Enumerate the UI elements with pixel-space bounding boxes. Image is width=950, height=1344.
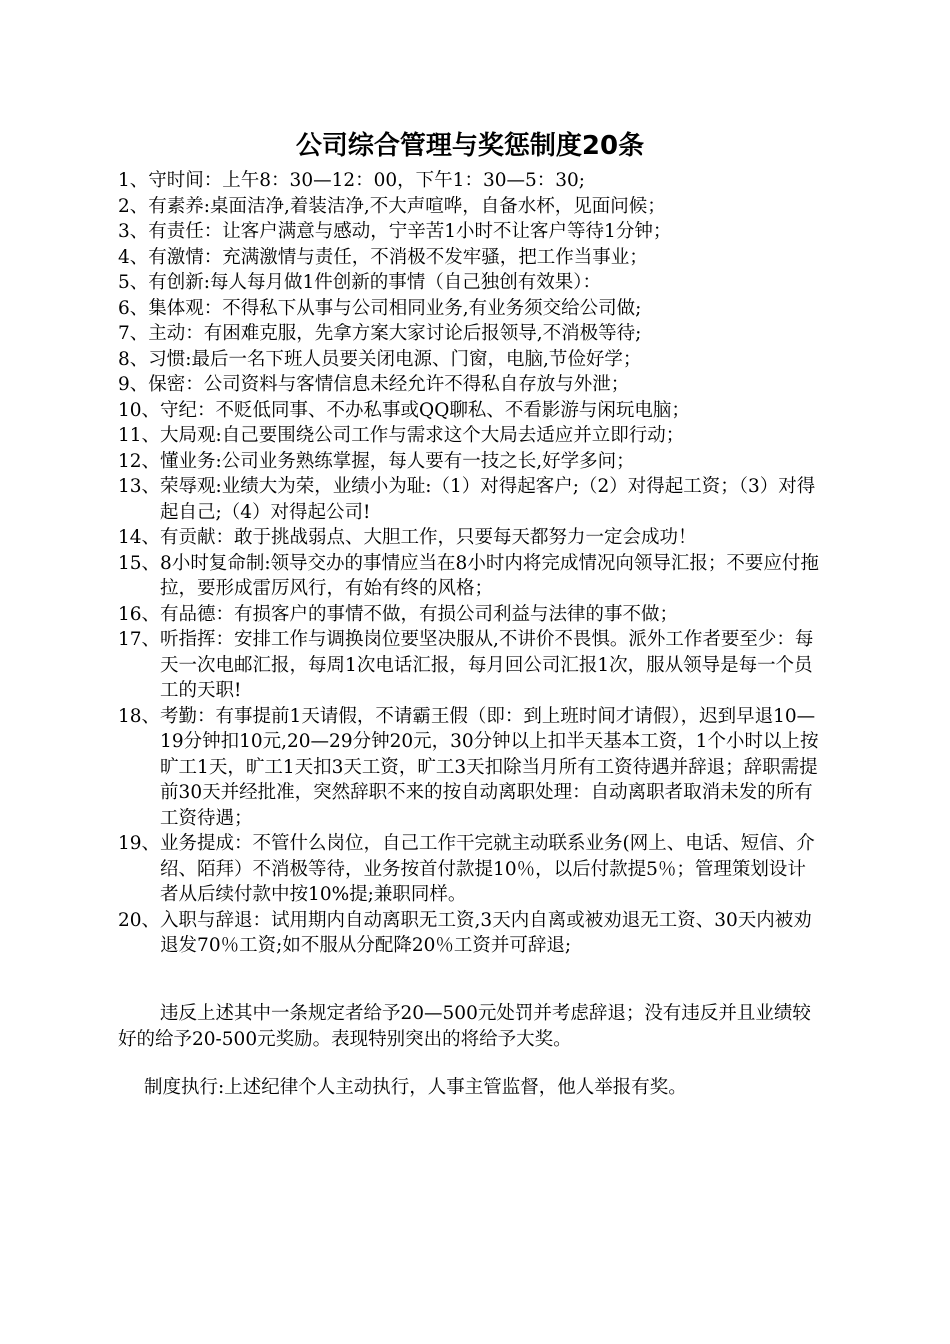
- rule-text: 有贡献：敢于挑战弱点、大胆工作，只要每天都努力一定会成功！: [160, 527, 697, 548]
- rule-item: [118, 398, 822, 424]
- rule-number: 10、: [118, 399, 161, 421]
- rule-text: 守时间：上午8：30—12：00，下午1：30—5：30;: [148, 170, 586, 191]
- rule-number: 16、: [118, 603, 161, 625]
- rule-number: 18、: [118, 705, 161, 727]
- rule-text: 有激情：充满激情与责任，不消极不发牢骚，把工作当事业；: [148, 246, 648, 268]
- rule-number: 9、: [118, 374, 149, 395]
- rule-item: [118, 245, 822, 271]
- rule-item: [118, 296, 822, 322]
- penalty-paragraph: 违反上述其中一条规定者给予20—500元处罚并考虑辞退；没有违反并且业绩较好的给予20-500元奖励。表现特别突出的将给予大奖。: [118, 1002, 811, 1050]
- rule-text: 听指挥：安排工作与调换岗位要坚决服从,不讲价不畏惧。派外工作者要至少：每天一次电邮汇报，每周1次电话汇报，每月回公司汇报1次，服从领导是每一个员工的天职!: [160, 629, 814, 701]
- rule-text: 大局观:自己要围绕公司工作与需求这个大局去适应并立即行动；: [160, 425, 685, 446]
- rule-number: 2、: [118, 195, 149, 217]
- rule-text: 荣辱观:业绩大为荣，业绩小为耻:（1）对得起客户;（2）对得起工资；（3）对得起自己;（4）对得起公司!: [160, 476, 816, 523]
- rule-text: 有责任：让客户满意与感动，宁辛苦1小时不让客户等待1分钟；: [148, 221, 672, 242]
- rule-text: 有素养:桌面洁净,着装洁净,不大声喧哗，自备水杯，见面问候；: [148, 195, 666, 217]
- rule-number: 17、: [118, 629, 161, 650]
- rule-number: 6、: [118, 297, 149, 319]
- rule-item: [118, 168, 822, 194]
- rule-item: [118, 321, 822, 347]
- rule-item: [118, 270, 822, 296]
- rule-number: 15、: [118, 552, 161, 574]
- rule-number: 3、: [118, 221, 149, 242]
- rule-item: [118, 194, 822, 220]
- rule-item: [118, 219, 822, 245]
- rule-text: 主动：有困难克服，先拿方案大家讨论后报领导,不消极等待;: [148, 323, 642, 344]
- rule-text: 集体观：不得私下从事与公司相同业务,有业务须交给公司做;: [148, 297, 642, 319]
- rule-item: [118, 551, 822, 602]
- execution-paragraph: 制度执行:上述纪律个人主动执行，人事主管监督，他人举报有奖。: [144, 1076, 687, 1098]
- rule-item: [118, 525, 822, 551]
- rule-item: [118, 372, 822, 398]
- rule-item: [118, 908, 822, 959]
- rule-item: [118, 423, 822, 449]
- rule-text: 懂业务:公司业务熟练掌握，每人要有一技之长,好学多问；: [160, 450, 635, 472]
- rules-list: [118, 168, 822, 959]
- rule-text: 入职与辞退：试用期内自动离职无工资,3天内自离或被劝退无工资、30天内被劝退发70％工资;如不服从分配降20％工资并可辞退;: [160, 909, 812, 956]
- rule-number: 19、: [118, 833, 161, 854]
- rule-text: 有品德：有损客户的事情不做，有损公司利益与法律的事不做；: [160, 603, 679, 625]
- rule-item: [118, 449, 822, 475]
- rule-item: [118, 474, 822, 525]
- rule-number: 4、: [118, 246, 149, 268]
- rule-number: 13、: [118, 476, 161, 497]
- rule-number: 7、: [118, 323, 149, 344]
- rule-number: 8、: [118, 348, 149, 370]
- rule-number: 14、: [118, 527, 161, 548]
- rule-number: 5、: [118, 272, 149, 293]
- rule-item: [118, 602, 822, 628]
- document-title: 公司综合管理与奖惩制度20条: [295, 131, 645, 161]
- rule-item: [118, 704, 822, 832]
- rule-item: [118, 347, 822, 373]
- rule-number: 12、: [118, 450, 161, 472]
- rule-number: 1、: [118, 170, 149, 191]
- rule-text: 保密：公司资料与客情信息未经允许不得私自存放与外泄；: [148, 374, 630, 395]
- rule-text: 守纪：不贬低同事、不办私事或QQ聊私、不看影游与闲玩电脑；: [160, 399, 690, 421]
- rule-text: 考勤：有事提前1天请假，不请霸王假（即：到上班时间才请假），迟到早退10—19分钟扣10元,20—29分钟20元，30分钟以上扣半天基本工资，1个小时以上按旷工1天，旷工1天扣3天工资，旷工3天扣除当月所有工资待遇并辞退；辞职需提前30天并经批准，突然辞职不来的按自动离职处理：自动离职者取消未发的所有工资待遇；: [160, 705, 819, 829]
- rule-text: 8小时复命制:领导交办的事情应当在8小时内将完成情况向领导汇报；不要应付拖拉，要形成雷厉风行，有始有终的风格；: [160, 552, 819, 599]
- rule-number: 11、: [118, 425, 161, 446]
- rule-number: 20、: [118, 909, 161, 931]
- rule-item: [118, 831, 822, 908]
- rule-text: 习惯:最后一名下班人员要关闭电源、门窗，电脑,节俭好学；: [148, 348, 642, 370]
- rule-item: [118, 627, 822, 704]
- rule-text: 业务提成：不管什么岗位，自己工作干完就主动联系业务(网上、电话、短信、介绍、陌拜）不消极等待，业务按首付款提10％，以后付款提5％；管理策划设计者从后续付款中按10%提;兼职同样。: [160, 833, 815, 905]
- rule-text: 有创新:每人每月做1件创新的事情（自己独创有效果）：: [148, 272, 602, 293]
